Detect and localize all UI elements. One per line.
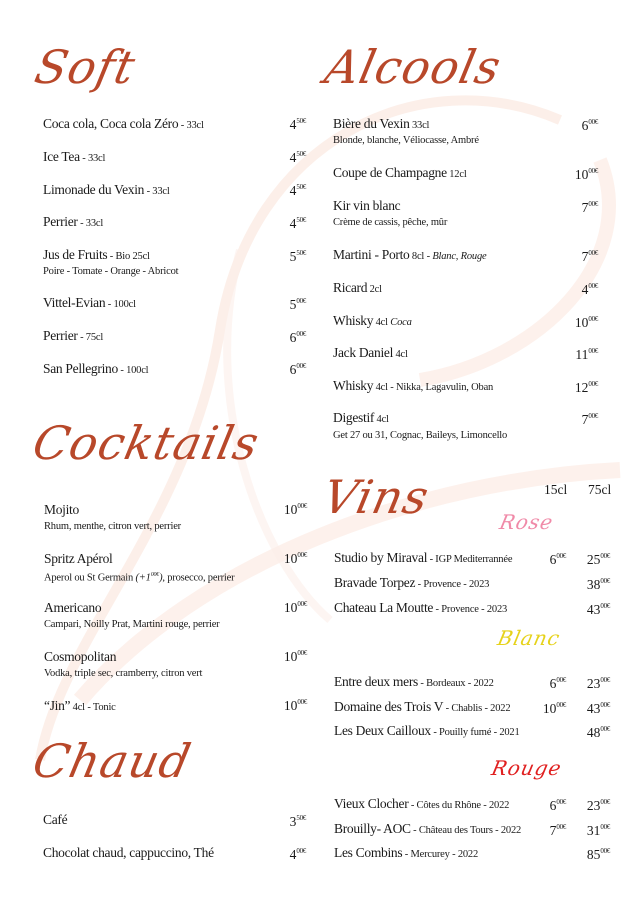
wine-item: Les Deux Cailloux - Pouilly fumé - 2021 (334, 723, 520, 738)
menu-item: Chocolat chaud, cappuccino, Thé (43, 845, 214, 860)
menu-item: Perrier - 75cl (43, 328, 104, 343)
menu-item: Kir vin blanc (333, 198, 401, 213)
menu-item: Coca cola, Coca cola Zéro - 33cl (43, 116, 204, 131)
price: $4^{00€}$ (581, 282, 598, 297)
wine-item: Bravade Torpez - Provence - 2023 (334, 575, 490, 590)
price-bottle: $43^{00€}$ (586, 602, 610, 617)
heading-alcools: Alcools (320, 40, 507, 94)
price: $7^{00€}$ (581, 200, 598, 215)
menu-item: Café (43, 812, 68, 827)
heading-chaud: Chaud (28, 734, 197, 788)
price: $6^{00€}$ (581, 118, 598, 133)
item-description: Poire - Tomate - Orange - Abricot (43, 266, 179, 277)
menu-item: Americano (44, 600, 102, 615)
price: $3^{50€}$ (289, 814, 306, 829)
price: $4^{00€}$ (289, 847, 306, 862)
item-description: Vodka, triple sec, cramberry, citron vert (44, 668, 203, 679)
price: $11^{00€}$ (575, 347, 598, 362)
item-description: Campari, Noilly Prat, Martini rouge, perrier (44, 619, 220, 630)
menu-item: Whisky 4cl Coca (333, 313, 412, 328)
heading-soft: Soft (30, 40, 141, 94)
heading-vins: Vins (318, 470, 435, 524)
price: $6^{00€}$ (289, 362, 306, 377)
subheading-blanc: Blanc (495, 626, 563, 650)
price-glass: $10^{00€}$ (542, 701, 566, 716)
menu-item: Perrier - 33cl (43, 214, 104, 229)
price: $7^{00€}$ (581, 412, 598, 427)
menu-item: Whisky 4cl - Nikka, Lagavulin, Oban (333, 378, 494, 393)
wine-item: Chateau La Moutte - Provence - 2023 (334, 600, 508, 615)
menu-item: Bière du Vexin 33cl (333, 116, 430, 131)
price: $10^{00€}$ (283, 698, 307, 713)
wine-item: Entre deux mers - Bordeaux - 2022 (334, 674, 494, 689)
wine-item: Brouilly- AOC - Château des Tours - 2022 (334, 821, 522, 836)
item-description: Blonde, blanche, Véliocasse, Ambré (333, 135, 479, 146)
price: $4^{50€}$ (289, 117, 306, 132)
price: $5^{00€}$ (289, 297, 306, 312)
menu-item: Martini - Porto 8cl - Blanc, Rouge (333, 247, 487, 262)
price-bottle: $31^{00€}$ (586, 823, 610, 838)
wine-item: Vieux Clocher - Côtes du Rhône - 2022 (334, 796, 510, 811)
price-bottle: $23^{00€}$ (586, 798, 610, 813)
column-header-glass: 15cl (544, 482, 568, 497)
item-description: Get 27 ou 31, Cognac, Baileys, Limoncello (333, 430, 508, 441)
menu-item: Ricard 2cl (333, 280, 382, 295)
price: $12^{00€}$ (574, 380, 598, 395)
heading-cocktails: Cocktails (28, 416, 265, 470)
menu-item: Limonade du Vexin - 33cl (43, 182, 170, 197)
price-bottle: $48^{00€}$ (586, 725, 610, 740)
price-glass: $6^{00€}$ (549, 676, 566, 691)
price: $6^{00€}$ (289, 330, 306, 345)
menu-item: Digestif 4cl (333, 410, 389, 425)
menu-item: “Jin” 4cl - Tonic (44, 698, 116, 713)
menu-item: Cosmopolitan (44, 649, 117, 664)
menu-item: Ice Tea - 33cl (43, 149, 106, 164)
menu-item: Jus de Fruits - Bio 25cl (43, 247, 150, 262)
column-header-bottle: 75cl (588, 482, 612, 497)
menu-item: San Pellegrino - 100cl (43, 361, 149, 376)
item-description: Crème de cassis, pêche, mûr (333, 217, 448, 228)
price: $10^{00€}$ (283, 600, 307, 615)
price-bottle: $85^{00€}$ (586, 847, 610, 862)
price: $7^{00€}$ (581, 249, 598, 264)
price-bottle: $23^{00€}$ (586, 676, 610, 691)
wine-item: Domaine des Trois V - Chablis - 2022 (334, 699, 511, 714)
subheading-rouge: Rouge (489, 756, 565, 780)
menu-item: Coupe de Champagne 12cl (333, 165, 467, 180)
price-bottle: $43^{00€}$ (586, 701, 610, 716)
menu-item: Spritz Apérol (44, 551, 113, 566)
price: $10^{00€}$ (574, 167, 598, 182)
menu-item: Mojito (44, 502, 79, 517)
wine-item: Studio by Miraval - IGP Mediterrannée (334, 550, 513, 565)
price-glass: $6^{00€}$ (549, 798, 566, 813)
price-bottle: $38^{00€}$ (586, 577, 610, 592)
price: $4^{50€}$ (289, 150, 306, 165)
menu-item: Jack Daniel 4cl (333, 345, 408, 360)
price-bottle: $25^{00€}$ (586, 552, 610, 567)
price: $4^{50€}$ (289, 183, 306, 198)
price: $10^{00€}$ (283, 502, 307, 517)
price: $4^{50€}$ (289, 216, 306, 231)
price-glass: $7^{00€}$ (549, 823, 566, 838)
item-description: Aperol ou St Germain $(+1^{00€})$, prosecco, perrier (44, 572, 235, 584)
price: $10^{00€}$ (574, 315, 598, 330)
price-glass: $6^{00€}$ (549, 552, 566, 567)
price: $5^{50€}$ (289, 249, 306, 264)
price: $10^{00€}$ (283, 649, 307, 664)
price: $10^{00€}$ (283, 551, 307, 566)
menu-item: Vittel-Evian - 100cl (43, 295, 136, 310)
subheading-rose: Rose (497, 510, 556, 534)
item-description: Rhum, menthe, citron vert, perrier (44, 521, 181, 532)
wine-item: Les Combins - Mercurey - 2022 (334, 845, 479, 860)
